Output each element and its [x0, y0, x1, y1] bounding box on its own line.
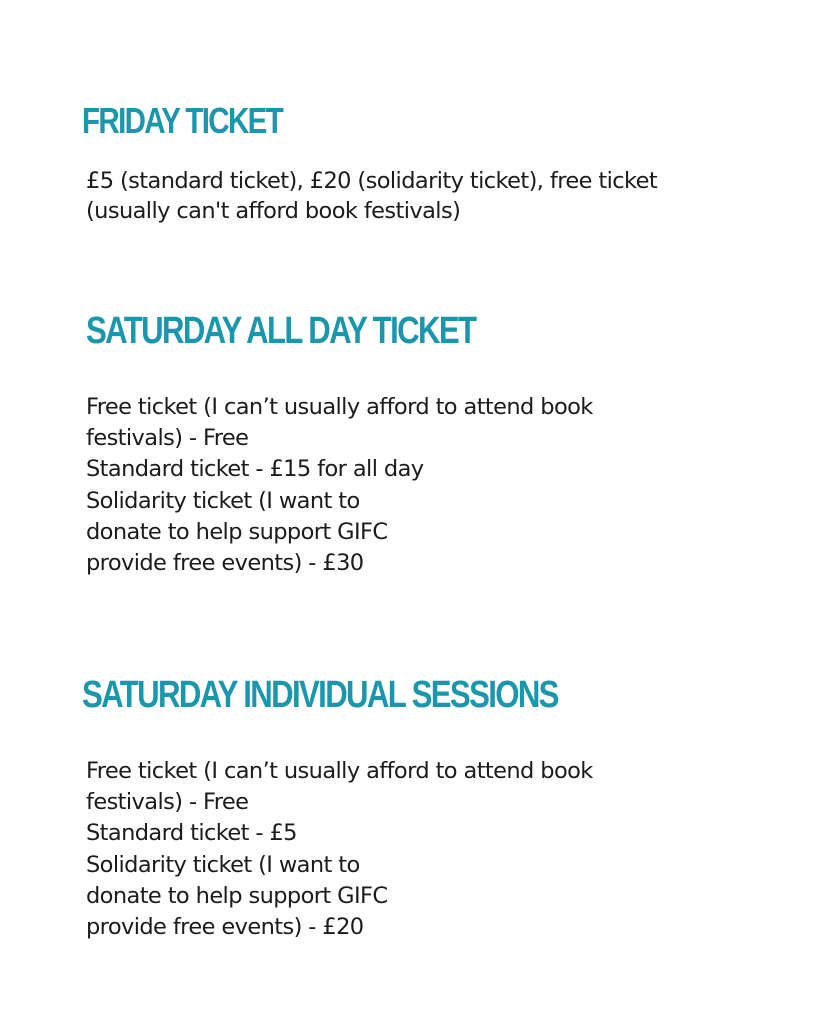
saturday-all-day-heading: SATURDAY ALL DAY TICKET [86, 310, 476, 352]
price-line: provide free events) - £20 [86, 914, 364, 941]
price-line: Free ticket (I can’t usually afford to attend book [86, 394, 593, 420]
friday-ticket-prices [86, 166, 657, 226]
price-line: donate to help support GIFC [86, 518, 388, 545]
price-line: Solidarity ticket (I want to [86, 851, 360, 878]
price-line: (usually can't afford book festivals) [86, 198, 461, 224]
price-line: Standard ticket - £5 [86, 820, 297, 847]
saturday-individual-sessions-heading: SATURDAY INDIVIDUAL SESSIONS [82, 674, 558, 716]
price-line: festivals) - Free [86, 789, 249, 816]
friday-ticket-heading: FRIDAY TICKET [82, 100, 283, 141]
saturday-all-day-prices [86, 392, 593, 579]
price-line: £5 (standard ticket), £20 (solidarity ticket), free ticket [86, 168, 658, 194]
price-line: provide free events) - £30 [86, 550, 364, 577]
price-line: Solidarity ticket (I want to [86, 487, 360, 514]
price-line: Free ticket (I can’t usually afford to attend book [86, 758, 593, 784]
price-line: Standard ticket - £15 for all day [86, 456, 424, 483]
saturday-individual-sessions-prices [86, 756, 593, 943]
price-line: festivals) - Free [86, 425, 249, 452]
price-line: donate to help support GIFC [86, 882, 388, 909]
